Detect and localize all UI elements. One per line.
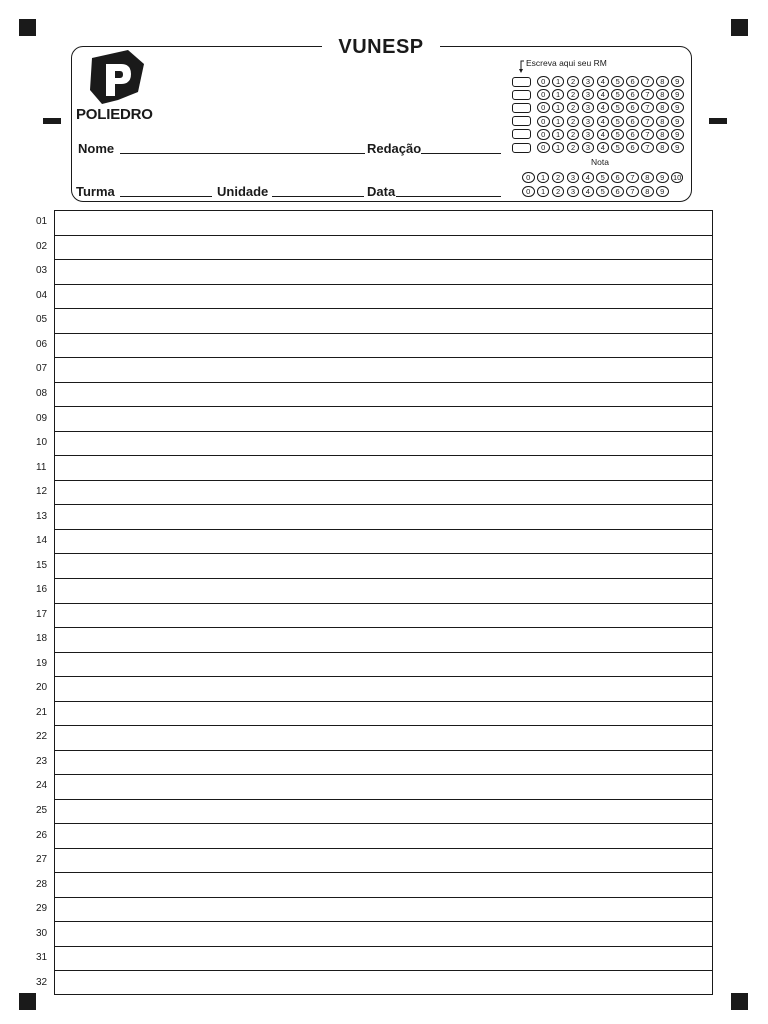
rm-bubble-7[interactable]: 7	[641, 76, 654, 87]
nota-units-bubble-1[interactable]: 1	[537, 186, 550, 197]
writing-line	[55, 480, 712, 481]
nota-tens-bubble-9[interactable]: 9	[656, 172, 669, 183]
nota-units-bubbles	[522, 186, 669, 197]
writing-line	[55, 357, 712, 358]
nome-field[interactable]	[120, 153, 365, 154]
line-number: 08	[36, 387, 48, 399]
rm-bubble-5[interactable]: 5	[611, 76, 624, 87]
line-number: 21	[36, 706, 48, 718]
rm-row	[512, 76, 684, 87]
rm-bubble-0[interactable]: 0	[537, 102, 550, 113]
rm-bubble-5[interactable]: 5	[611, 89, 624, 100]
nota-units-bubble-9[interactable]: 9	[656, 186, 669, 197]
registration-mark-bottom-left	[19, 993, 36, 1010]
line-number: 20	[36, 682, 48, 694]
line-number: 07	[36, 363, 48, 375]
line-number: 11	[36, 461, 47, 473]
rm-digit-box[interactable]	[512, 77, 531, 87]
redacao-label: Redação	[367, 141, 422, 156]
nota-units-bubble-2[interactable]: 2	[552, 186, 565, 197]
turma-field[interactable]	[120, 196, 212, 197]
registration-mark-top-right	[731, 19, 748, 36]
timing-mark-right	[709, 118, 727, 124]
rm-bubble-2[interactable]: 2	[567, 102, 580, 113]
writing-line	[55, 946, 712, 947]
writing-line	[55, 553, 712, 554]
writing-line	[55, 627, 712, 628]
nota-units-bubble-6[interactable]: 6	[611, 186, 624, 197]
line-number: 01	[36, 216, 48, 228]
rm-bubble-4[interactable]: 4	[597, 76, 610, 87]
writing-line	[55, 652, 712, 653]
rm-bubble-9[interactable]: 9	[671, 89, 684, 100]
rm-bubble-5[interactable]: 5	[611, 116, 624, 127]
rm-bubble-3[interactable]: 3	[582, 129, 595, 140]
rm-bubble-0[interactable]: 0	[537, 129, 550, 140]
rm-digit-box[interactable]	[512, 103, 531, 113]
line-number: 23	[36, 755, 48, 767]
line-number: 10	[36, 437, 48, 449]
rm-bubble-5[interactable]: 5	[611, 102, 624, 113]
writing-line	[55, 431, 712, 432]
unidade-label: Unidade	[217, 184, 269, 199]
rm-bubble-8[interactable]: 8	[656, 129, 669, 140]
writing-line	[55, 872, 712, 873]
line-number: 32	[36, 976, 48, 988]
rm-bubble-7[interactable]: 7	[641, 129, 654, 140]
line-number: 06	[36, 338, 48, 350]
rm-bubble-0[interactable]: 0	[537, 76, 550, 87]
rm-row	[512, 142, 684, 153]
rm-bubble-2[interactable]: 2	[567, 142, 580, 153]
writing-line	[55, 529, 712, 530]
writing-line	[55, 333, 712, 334]
writing-line	[55, 603, 712, 604]
nota-tens-bubble-5[interactable]: 5	[596, 172, 609, 183]
rm-bubbles	[537, 102, 684, 113]
rm-bubble-8[interactable]: 8	[656, 102, 669, 113]
line-number: 13	[36, 510, 48, 522]
writing-line	[55, 308, 712, 309]
rm-bubbles	[537, 129, 684, 140]
rm-bubble-9[interactable]: 9	[671, 116, 684, 127]
rm-bubble-2[interactable]: 2	[567, 89, 580, 100]
nota-units-bubble-3[interactable]: 3	[567, 186, 580, 197]
rm-bubble-1[interactable]: 1	[552, 129, 565, 140]
rm-bubble-8[interactable]: 8	[656, 116, 669, 127]
rm-bubble-1[interactable]: 1	[552, 76, 565, 87]
rm-bubble-4[interactable]: 4	[597, 116, 610, 127]
rm-bubble-6[interactable]: 6	[626, 89, 639, 100]
rm-bubble-9[interactable]: 9	[671, 76, 684, 87]
rm-bubble-7[interactable]: 7	[641, 116, 654, 127]
writing-line	[55, 406, 712, 407]
rm-digit-box[interactable]	[512, 116, 531, 126]
rm-caption: Escreva aqui seu RM	[526, 58, 607, 68]
rm-bubble-4[interactable]: 4	[597, 102, 610, 113]
line-number: 09	[36, 412, 48, 424]
rm-bubbles	[537, 116, 684, 127]
brand-name: POLIEDRO	[76, 106, 153, 123]
nota-tens-bubble-7[interactable]: 7	[626, 172, 639, 183]
nota-units-bubble-8[interactable]: 8	[641, 186, 654, 197]
rm-bubble-3[interactable]: 3	[582, 116, 595, 127]
rm-bubble-1[interactable]: 1	[552, 102, 565, 113]
rm-bubbles	[537, 89, 684, 100]
rm-bubble-3[interactable]: 3	[582, 76, 595, 87]
timing-mark-left	[43, 118, 61, 124]
rm-bubble-7[interactable]: 7	[641, 89, 654, 100]
data-field[interactable]	[396, 196, 501, 197]
writing-line	[55, 284, 712, 285]
nota-tens-bubble-1[interactable]: 1	[537, 172, 550, 183]
rm-row	[512, 116, 684, 127]
title-wrapper	[322, 36, 440, 58]
unidade-field[interactable]	[272, 196, 364, 197]
rm-bubble-7[interactable]: 7	[641, 102, 654, 113]
writing-area[interactable]	[54, 210, 713, 995]
nota-tens-bubble-8[interactable]: 8	[641, 172, 654, 183]
writing-line	[55, 725, 712, 726]
line-number: 28	[36, 878, 48, 890]
writing-line	[55, 921, 712, 922]
nota-units-bubble-5[interactable]: 5	[596, 186, 609, 197]
nota-units-bubble-4[interactable]: 4	[582, 186, 595, 197]
line-number: 29	[36, 903, 48, 915]
rm-bubble-3[interactable]: 3	[582, 142, 595, 153]
line-number: 05	[36, 314, 48, 326]
rm-bubble-1[interactable]: 1	[552, 142, 565, 153]
line-number: 31	[36, 952, 48, 964]
rm-bubble-7[interactable]: 7	[641, 142, 654, 153]
line-number: 19	[36, 657, 48, 669]
turma-label: Turma	[76, 184, 115, 199]
rm-bubble-6[interactable]: 6	[626, 76, 639, 87]
writing-line	[55, 235, 712, 236]
rm-digit-box[interactable]	[512, 143, 531, 153]
nota-units-row	[522, 186, 669, 197]
rm-bubbles	[537, 76, 684, 87]
nota-tens-row	[522, 172, 683, 183]
line-number: 30	[36, 927, 48, 939]
line-number: 27	[36, 854, 48, 866]
rm-bubble-1[interactable]: 1	[552, 89, 565, 100]
data-label: Data	[367, 184, 396, 199]
nota-tens-bubble-0[interactable]: 0	[522, 172, 535, 183]
nota-tens-bubble-6[interactable]: 6	[611, 172, 624, 183]
poliedro-logo-icon	[88, 50, 146, 104]
rm-digit-box[interactable]	[512, 90, 531, 100]
line-number: 25	[36, 805, 48, 817]
rm-bubble-2[interactable]: 2	[567, 129, 580, 140]
line-number: 03	[36, 265, 48, 277]
rm-bubble-6[interactable]: 6	[626, 142, 639, 153]
writing-line	[55, 382, 712, 383]
rm-row	[512, 89, 684, 100]
writing-line	[55, 897, 712, 898]
rm-bubble-9[interactable]: 9	[671, 129, 684, 140]
nota-tens-bubble-4[interactable]: 4	[582, 172, 595, 183]
writing-line	[55, 848, 712, 849]
page-title: VUNESP	[338, 36, 424, 58]
writing-line	[55, 750, 712, 751]
rm-bubble-5[interactable]: 5	[611, 129, 624, 140]
writing-line	[55, 676, 712, 677]
line-number: 04	[36, 289, 48, 301]
line-number: 14	[36, 535, 48, 547]
rm-bubble-3[interactable]: 3	[582, 89, 595, 100]
writing-line	[55, 455, 712, 456]
arrow-down-icon	[517, 60, 525, 74]
rm-bubble-9[interactable]: 9	[671, 142, 684, 153]
rm-bubble-1[interactable]: 1	[552, 116, 565, 127]
nota-units-bubble-7[interactable]: 7	[626, 186, 639, 197]
rm-bubble-4[interactable]: 4	[597, 89, 610, 100]
nota-tens-bubble-2[interactable]: 2	[552, 172, 565, 183]
rm-bubble-2[interactable]: 2	[567, 116, 580, 127]
nota-units-bubble-0[interactable]: 0	[522, 186, 535, 197]
line-number: 18	[36, 633, 48, 645]
nota-tens-bubble-3[interactable]: 3	[567, 172, 580, 183]
rm-bubble-3[interactable]: 3	[582, 102, 595, 113]
registration-mark-bottom-right	[731, 993, 748, 1010]
writing-line	[55, 504, 712, 505]
rm-bubble-0[interactable]: 0	[537, 89, 550, 100]
writing-line	[55, 774, 712, 775]
line-number: 02	[36, 240, 48, 252]
rm-bubble-8[interactable]: 8	[656, 76, 669, 87]
rm-bubbles	[537, 142, 684, 153]
rm-bubble-4[interactable]: 4	[597, 129, 610, 140]
nome-label: Nome	[78, 141, 115, 156]
nota-tens-bubbles	[522, 172, 683, 183]
rm-bubble-0[interactable]: 0	[537, 142, 550, 153]
rm-row	[512, 102, 684, 113]
rm-bubble-8[interactable]: 8	[656, 142, 669, 153]
rm-bubble-9[interactable]: 9	[671, 102, 684, 113]
rm-bubble-6[interactable]: 6	[626, 102, 639, 113]
writing-line	[55, 799, 712, 800]
line-number: 15	[36, 559, 48, 571]
line-number: 26	[36, 829, 48, 841]
rm-bubble-5[interactable]: 5	[611, 142, 624, 153]
line-number: 12	[36, 486, 48, 498]
rm-bubble-6[interactable]: 6	[626, 116, 639, 127]
writing-line	[55, 259, 712, 260]
rm-bubble-6[interactable]: 6	[626, 129, 639, 140]
rm-bubble-8[interactable]: 8	[656, 89, 669, 100]
line-number: 17	[36, 608, 48, 620]
writing-line	[55, 970, 712, 971]
rm-row	[512, 129, 684, 140]
rm-bubble-0[interactable]: 0	[537, 116, 550, 127]
writing-line	[55, 823, 712, 824]
line-number: 24	[36, 780, 48, 792]
rm-digit-box[interactable]	[512, 129, 531, 139]
writing-line	[55, 578, 712, 579]
writing-line	[55, 701, 712, 702]
nota-label: Nota	[591, 157, 609, 167]
nota-tens-bubble-10[interactable]: 10	[671, 172, 684, 183]
registration-mark-top-left	[19, 19, 36, 36]
rm-bubble-2[interactable]: 2	[567, 76, 580, 87]
line-number: 16	[36, 584, 48, 596]
rm-bubble-4[interactable]: 4	[597, 142, 610, 153]
line-number: 22	[36, 731, 48, 743]
redacao-field[interactable]	[421, 153, 501, 154]
